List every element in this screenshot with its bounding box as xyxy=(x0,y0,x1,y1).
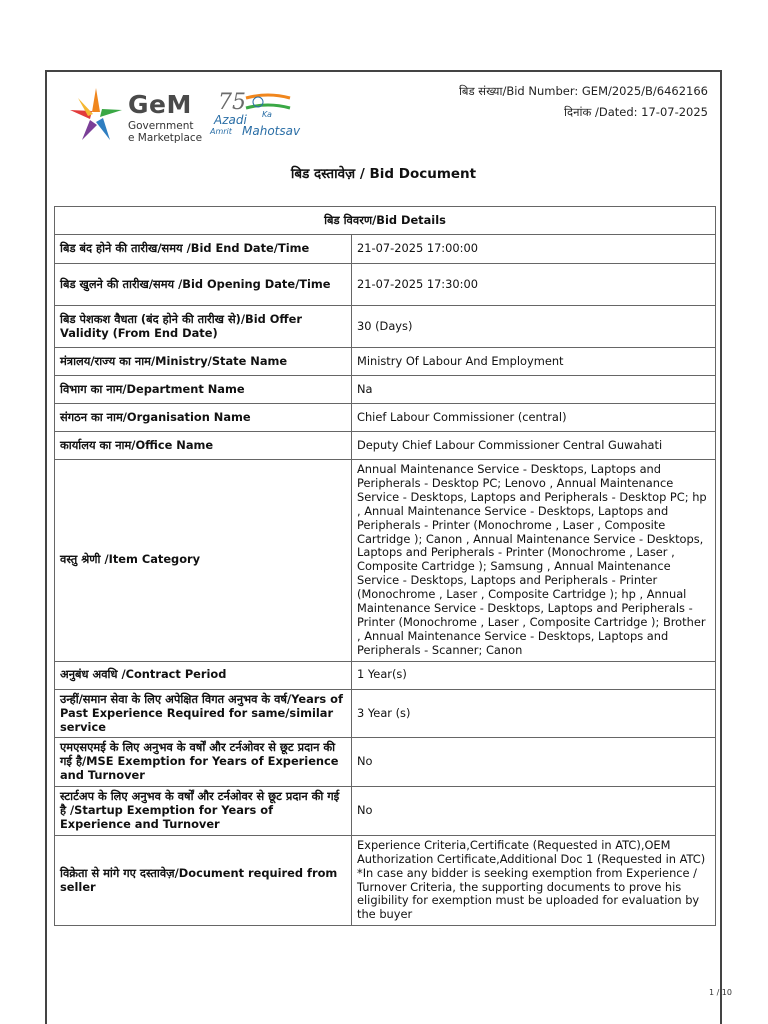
row-label: वस्तु श्रेणी /Item Category xyxy=(55,460,352,662)
row-label: विभाग का नाम/Department Name xyxy=(55,376,352,404)
row-value: No xyxy=(352,738,716,787)
table-row xyxy=(55,835,716,925)
azadi-amrit-text: Amrit xyxy=(210,127,232,136)
row-label: स्टार्टअप के लिए अनुभव के वर्षों और टर्नओवर से छूट प्रदान की गई है /Startup Exemption for Years of Experience and Turnover xyxy=(55,787,352,836)
row-label: अनुबंध अवधि /Contract Period xyxy=(55,661,352,689)
row-value: 1 Year(s) xyxy=(352,661,716,689)
azadi-ka-text: Ka xyxy=(262,110,272,119)
row-label: विक्रेता से मांगे गए दस्तावेज़/Document required from seller xyxy=(55,835,352,925)
row-value: Annual Maintenance Service - Desktops, Laptops and Peripherals - Desktop PC; Lenovo , Annual Maintenance Service - Desktops, Laptops and Peripherals - Desktop PC; hp , Annual Maintenance Service - Desktops, Laptops and Peripherals - Printer (Monochrome , Laser , Composite Cartridge ); Canon , Annual Maintenance Service - Desktops, Laptops and Peripherals - Printer (Monochrome , Laser , Composite Cartridge ); Samsung , Annual Maintenance Service - Desktops, Laptops and Peripherals - Printer (Monochrome , Laser , Composite Cartridge ); hp , Annual Maintenance Service - Desktops, Laptops and Peripherals - Printer (Monochrome , Laser , Composite Cartridge ); Brother , Annual Maintenance Service - Desktops, Laptops and Peripherals - Scanner; Canon xyxy=(352,460,716,662)
azadi-mahotsav-text: Mahotsav xyxy=(242,124,301,138)
row-value: Na xyxy=(352,376,716,404)
row-label: संगठन का नाम/Organisation Name xyxy=(55,404,352,432)
row-value: No xyxy=(352,787,716,836)
row-value: 21-07-2025 17:00:00 xyxy=(352,235,716,264)
table-heading: बिड विवरण/Bid Details xyxy=(55,207,716,235)
gem-logo-subtitle: Government xyxy=(128,120,194,132)
table-row xyxy=(55,738,716,787)
table-row xyxy=(55,404,716,432)
row-value: 3 Year (s) xyxy=(352,689,716,738)
row-label: एमएसएमई के लिए अनुभव के वर्षों और टर्नओवर से छूट प्रदान की गई है/MSE Exemption for Years of Experience and Turnover xyxy=(55,738,352,787)
row-label: मंत्रालय/राज्य का नाम/Ministry/State Name xyxy=(55,348,352,376)
gem-star-icon xyxy=(66,84,126,146)
bid-date: दिनांक /Dated: 17-07-2025 xyxy=(564,105,708,119)
table-row xyxy=(55,376,716,404)
gem-logo xyxy=(66,84,206,146)
azadi-75-text: 75 xyxy=(218,90,246,115)
bid-number: बिड संख्या/Bid Number: GEM/2025/B/6462166 xyxy=(458,84,708,98)
row-value: Experience Criteria,Certificate (Requested in ATC),OEM Authorization Certificate,Additional Doc 1 (Requested in ATC) *In case any bidder is seeking exemption from Experience / Turnover Criteria, the supporting documents to prove his eligibility for exemption must be uploaded for evaluation by the buyer xyxy=(352,835,716,925)
row-value: Chief Labour Commissioner (central) xyxy=(352,404,716,432)
table-row xyxy=(55,432,716,460)
table-row xyxy=(55,306,716,348)
table-heading-row xyxy=(55,207,716,235)
table-row xyxy=(55,460,716,662)
azadi-text: Azadi xyxy=(214,113,247,127)
row-value: 30 (Days) xyxy=(352,306,716,348)
document-title: बिड दस्तावेज़ / Bid Document xyxy=(290,166,477,182)
row-value: Ministry Of Labour And Employment xyxy=(352,348,716,376)
gem-logo-text: GeM xyxy=(128,90,192,119)
row-label: बिड बंद होने की तारीख/समय /Bid End Date/Time xyxy=(55,235,352,264)
azadi-ka-amrit-mahotsav-logo xyxy=(210,88,310,148)
row-label: बिड खुलने की तारीख/समय /Bid Opening Date/Time xyxy=(55,264,352,306)
gem-logo-subtitle-2: e Marketplace xyxy=(128,132,203,144)
row-label: बिड पेशकश वैधता (बंद होने की तारीख से)/Bid Offer Validity (From End Date) xyxy=(55,306,352,348)
table-row xyxy=(55,348,716,376)
page-number: 1 / 10 xyxy=(708,988,732,997)
document-page xyxy=(45,70,722,1024)
table-row xyxy=(55,661,716,689)
row-label: उन्हीं/समान सेवा के लिए अपेक्षित विगत अनुभव के वर्ष/Years of Past Experience Required for same/similar service xyxy=(55,689,352,738)
row-value: 21-07-2025 17:30:00 xyxy=(352,264,716,306)
table-row xyxy=(55,264,716,306)
table-row xyxy=(55,235,716,264)
table-row xyxy=(55,787,716,836)
row-value: Deputy Chief Labour Commissioner Central Guwahati xyxy=(352,432,716,460)
row-label: कार्यालय का नाम/Office Name xyxy=(55,432,352,460)
bid-details-table xyxy=(54,206,716,926)
table-row xyxy=(55,689,716,738)
